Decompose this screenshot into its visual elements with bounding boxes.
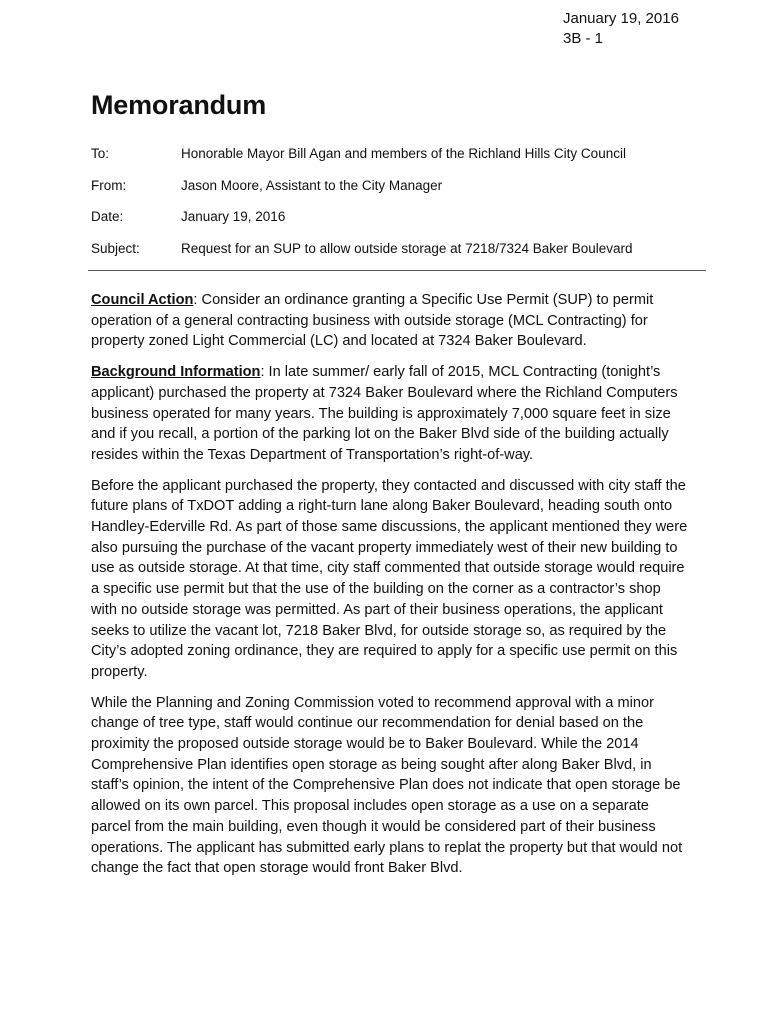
body-paragraph-4: While the Planning and Zoning Commission voted to recommend approval with a minor change of tree type, staff would continue our recommendation for denial based on the proximity the proposed outside storage would be to Baker Boulevard. While the 2014 Comprehensive Plan identifies open storage as being sought after along Baker Blvd, in staff’s opinion, the intent of the Comprehensive Plan does not indicate that open storage be allowed on its own parcel. This proposal includes open storage as a use on a separate parcel from the main building, even though it would be considered part of their business operations. The applicant has submitted early plans to replat the property but that would not change the fact that open storage would front Baker Blvd. <box>91 694 683 877</box>
memo-to-label: To: <box>91 146 110 161</box>
memo-date-value: January 19, 2016 <box>181 209 286 224</box>
council-action-paragraph <box>91 290 689 352</box>
body-paragraph-3: Before the applicant purchased the property, they contacted and discussed with city staff the future plans of TxDOT adding a right-turn lane along Baker Boulevard, heading south onto Handley-Ederville Rd. As part of those same discussions, the applicant mentioned they were also pursuing the purchase of the vacant property immediately west of their new building to use as outside storage. At that time, city staff commented that outside storage would require a specific use permit but that the use of the building on the corner as a contractor’s shop with no outside storage was permitted. As part of their business operations, the applicant seeks to utilize the vacant lot, 7218 Baker Blvd, for outside storage so, as required by the City’s adopted zoning ordinance, they are required to apply for a specific use permit on this property. <box>91 477 688 680</box>
header-divider <box>88 270 706 271</box>
council-action-heading: Council Action <box>91 292 194 308</box>
memo-subject-label: Subject: <box>91 241 140 256</box>
memo-to-value: Honorable Mayor Bill Agan and members of the Richland Hills City Council <box>181 146 626 161</box>
header-reference: 3B - 1 <box>563 30 604 47</box>
background-paragraph <box>91 362 689 466</box>
page-header <box>563 9 679 49</box>
background-heading: Background Information <box>91 364 261 381</box>
background-text: : In late summer/ early fall of 2015, MCL Contracting (tonight’s applicant) purchased the property at 7324 Baker Boulevard where the Richland Computers business operated for many years. The building is approximately 7,000 square feet in size and if you recall, a portion of the parking lot on the Baker Blvd side of the building actually resides within the Texas Department of Transportation’s right-of-way. <box>91 364 678 463</box>
memo-body <box>91 290 689 889</box>
memo-from-value: Jason Moore, Assistant to the City Manager <box>181 178 443 193</box>
memo-date-label: Date: <box>91 209 124 224</box>
page-title: Memorandum <box>91 90 267 120</box>
header-date: January 19, 2016 <box>563 10 679 27</box>
memo-subject-value: Request for an SUP to allow outside storage at 7218/7324 Baker Boulevard <box>181 241 633 256</box>
council-action-text: : Consider an ordinance granting a Specific Use Permit (SUP) to permit operation of a general contracting business with outside storage (MCL Contracting) for property zoned Light Commercial (LC) and located at 7324 Baker Boulevard. <box>91 292 654 350</box>
memo-from-label: From: <box>91 178 127 193</box>
